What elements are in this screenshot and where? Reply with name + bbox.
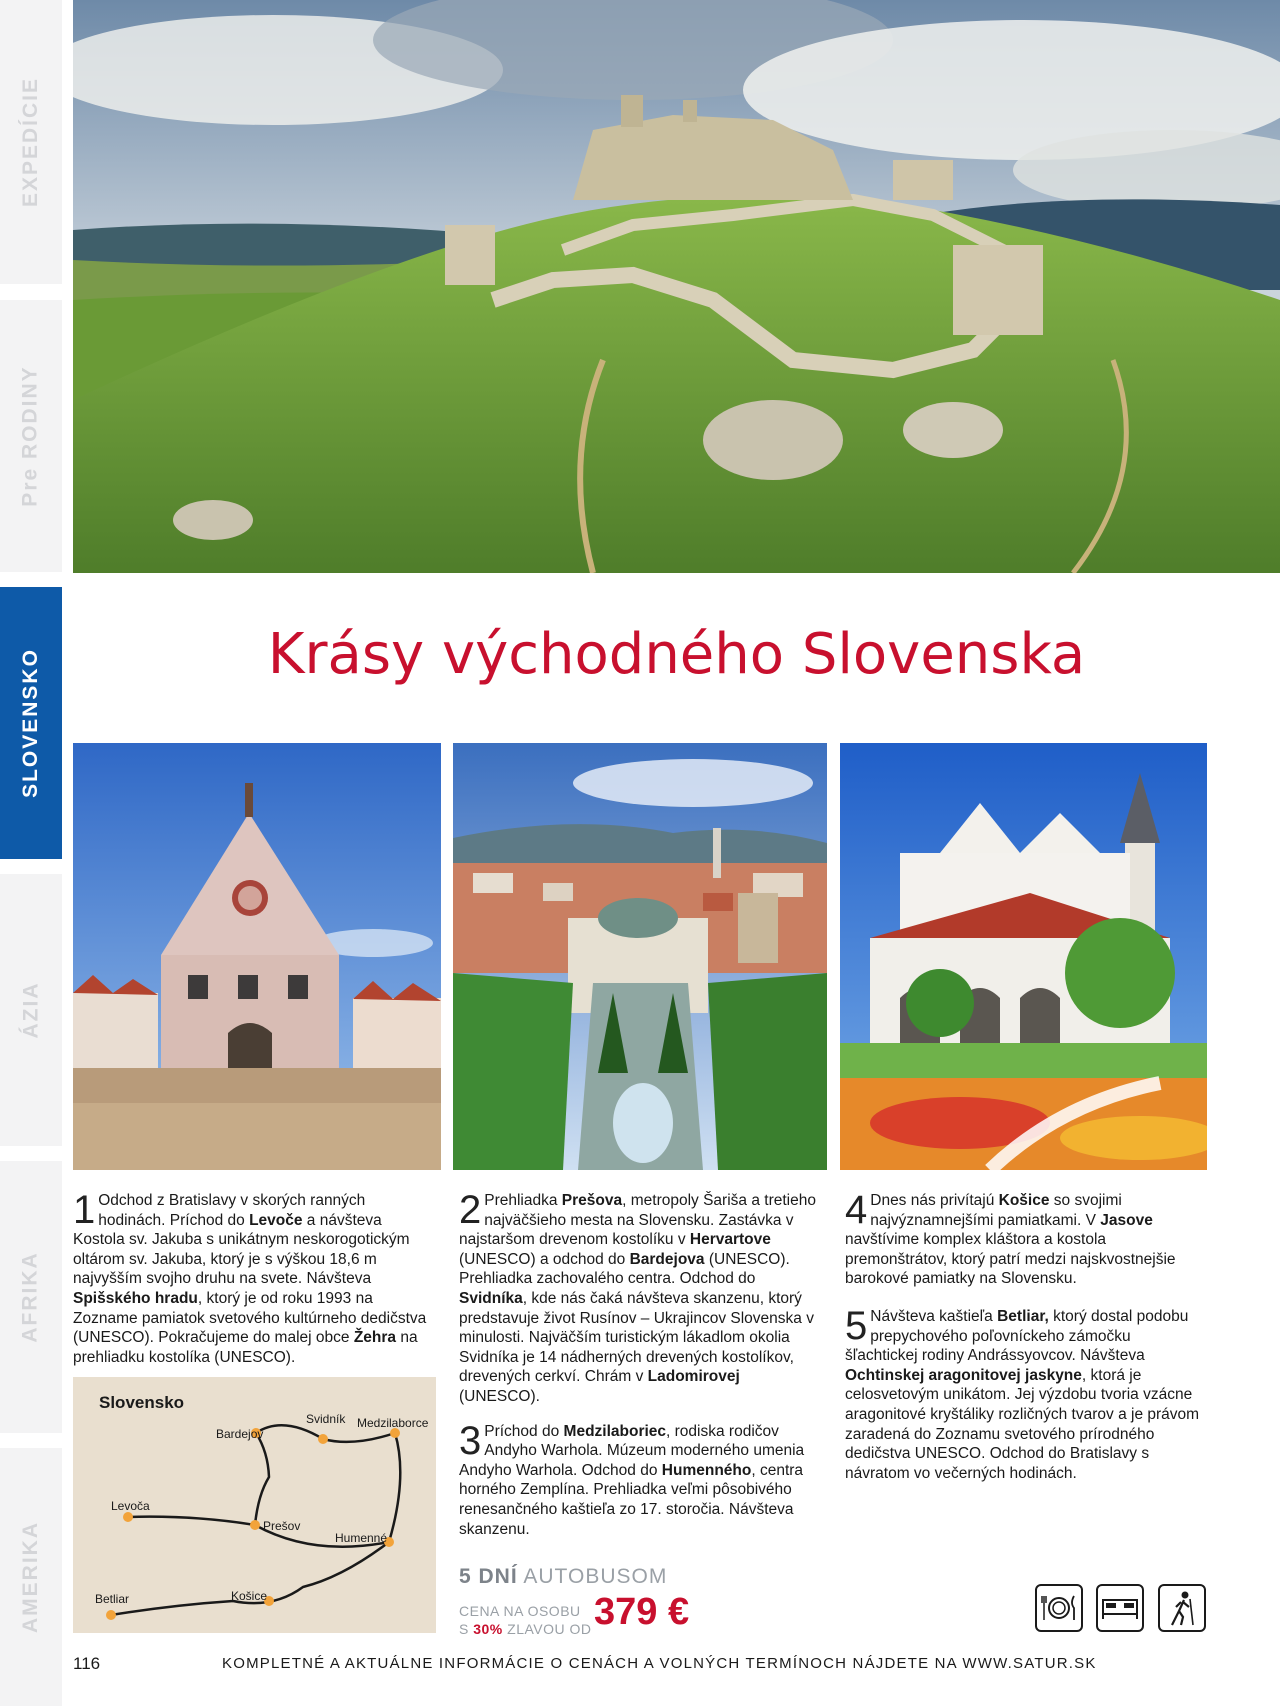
tab-label: EXPEDÍCIE <box>19 76 43 208</box>
place-name: Levoče <box>249 1211 303 1229</box>
map-label-levoca: Levoča <box>111 1499 150 1513</box>
itinerary-days-4-5 <box>845 1188 1207 1501</box>
price-prefix: S <box>459 1621 469 1637</box>
text-segment: Prehliadka <box>484 1192 562 1209</box>
price-suffix: ZLAVOU OD <box>507 1621 592 1637</box>
map-label-kosice: Košice <box>231 1589 268 1603</box>
text-segment: , metropoly Šariša a tretieho najväčšieho mesta na Slovensku. Zastávka v najstaršom drevenom kostolíku v <box>459 1192 816 1249</box>
place-name: Prešova <box>561 1192 623 1209</box>
map-label-bardejov: Bardejov <box>216 1427 264 1441</box>
text-segment: (UNESCO). Prehliadka zachovalého centra. Odchod do <box>459 1250 790 1288</box>
tab-slovensko[interactable] <box>0 587 62 859</box>
place-name: Jasove <box>1100 1211 1153 1229</box>
tour-price: 379 € <box>594 1591 690 1633</box>
map-label-svidnik: Svidník <box>306 1412 346 1426</box>
day-number: 3 <box>459 1418 482 1463</box>
day-number: 1 <box>73 1188 96 1232</box>
place-name: Spišského hradu <box>73 1289 198 1307</box>
footer-info: KOMPLETNÉ A AKTUÁLNE INFORMÁCIE O CENÁCH A VOLNÝCH TERMÍNOCH NÁJDETE NA WWW.SATUR.SK <box>222 1655 1097 1672</box>
map-label-medzilaborce: Medzilaborce <box>357 1416 429 1430</box>
text-segment: Odchod z Bratislavy v skorých ranných hodinách. Príchod do <box>98 1192 366 1229</box>
text-segment: Dnes nás privítajú <box>870 1192 999 1209</box>
duration-transport: AUTOBUSOM <box>523 1565 668 1588</box>
tab-label: Pre RODINY <box>19 365 42 507</box>
place-name: Ladomirovej <box>647 1368 740 1386</box>
text-segment: , centra horného Zemplína. Prehliadka veľmi pôsobivého renesančného kaštieľa zo 17. storočia. Návšteva skanzenu. <box>459 1461 804 1538</box>
photo-levoca-town-hall <box>840 743 1207 1170</box>
day-4-text <box>845 1188 1207 1289</box>
map-label-presov: Prešov <box>263 1519 301 1533</box>
place-name: Bardejova <box>629 1250 705 1268</box>
map-dot-betliar <box>106 1610 116 1620</box>
tab-amerika[interactable] <box>0 1448 62 1706</box>
meals-icon <box>1035 1584 1083 1632</box>
day-3-text <box>459 1418 819 1540</box>
text-segment: (UNESCO). <box>459 1387 540 1405</box>
text-segment: so svojimi najvýznamnejšími pamiatkami. V <box>870 1192 1122 1229</box>
text-segment: , kde nás čaká návšteva skanzenu, ktorý predstavuje život Rusínov – Ukrajincov Slovenska v minulosti. Najväčším turistickým lákadlom okolia Svidníka je 14 nádherných drevených kostolíkov, drevených cerkví. Chrám v <box>459 1289 814 1386</box>
day-2-text <box>459 1188 819 1407</box>
tab-label: SLOVENSKO <box>19 648 43 798</box>
text-segment: Návšteva kaštieľa <box>870 1307 998 1325</box>
hiking-icon <box>1158 1584 1206 1632</box>
place-name: Ochtinskej aragonitovej jaskyne <box>845 1366 1082 1384</box>
tab-afrika[interactable] <box>0 1161 62 1433</box>
map-dot-svidnik <box>318 1434 328 1444</box>
day-5-text <box>845 1303 1207 1483</box>
map-label-humenne: Humenné <box>335 1531 388 1545</box>
page-title: Krásy východného Slovenska <box>267 622 1086 687</box>
text-segment: , ktorý je od roku 1993 na Zozname pamiatok svetového kultúrneho dedičstva (UNESCO). Pokračujeme do malej obce <box>73 1289 427 1347</box>
hero-photo-spis-castle <box>73 0 1280 573</box>
duration-days: 5 DNÍ <box>459 1565 518 1588</box>
day-number: 4 <box>845 1188 868 1232</box>
text-segment: , rodiska rodičov Andyho Warhola. Múzeum moderného umenia Andyho Warhola. Odchod do <box>459 1422 805 1479</box>
text-segment: navštívime komplex kláštora a kostola premonštrátov, ktorý patrí medzi najskvostnejšie barokové pamiatky na Slovensku. <box>845 1231 1176 1288</box>
page-number: 116 <box>73 1654 101 1673</box>
place-name: Žehra <box>353 1329 397 1347</box>
tour-duration <box>459 1565 667 1589</box>
side-navigation <box>0 0 62 1706</box>
place-name: Humenného <box>661 1461 752 1479</box>
tab-label: AMERIKA <box>19 1521 42 1633</box>
place-name: Košice <box>998 1192 1050 1209</box>
tab-azia[interactable] <box>0 874 62 1146</box>
tab-label: AFRIKA <box>19 1251 43 1343</box>
itinerary-days-2-3 <box>459 1188 819 1557</box>
map-label-betliar: Betliar <box>95 1592 130 1606</box>
place-name: Svidníka <box>459 1289 523 1307</box>
discount-badge: 30% <box>473 1621 503 1637</box>
day-1-text <box>73 1188 436 1367</box>
bed-icon <box>1096 1584 1144 1632</box>
price-label-line1: CENA NA OSOBU <box>459 1603 581 1619</box>
map-dot-levoca <box>123 1512 133 1522</box>
text-segment: ktorý dostal podobu prepychového poľovníckeho zámočku šľachtickej rodiny Andrássyovcov. Návšteva <box>845 1307 1189 1365</box>
text-segment: , ktorá je celosvetovým unikátom. Jej výzdobu tvoria vzácne aragonitové kryštáliky rozličných tvarov a je právom zaradená do Zoznamu svetového prírodného dedičstva UNESCO. Odchod do Bratislavy s návratom vo večerných hodinách. <box>845 1366 1200 1482</box>
day-number: 2 <box>459 1188 482 1232</box>
place-name: Betliar, <box>997 1307 1049 1325</box>
place-name: Medzilaboriec <box>563 1422 667 1440</box>
tab-label: ÁZIA <box>19 981 42 1039</box>
place-name: Hervartove <box>689 1231 771 1249</box>
tour-offer <box>459 1565 1019 1645</box>
photo-kosice-aerial <box>453 743 827 1170</box>
text-segment: Príchod do <box>484 1422 564 1440</box>
tab-pre-rodiny[interactable] <box>0 300 62 572</box>
route-map <box>73 1377 436 1633</box>
map-dot-presov <box>250 1520 260 1530</box>
text-segment: a návšteva Kostola sv. Jakuba s unikátnym neskorogotickým oltárom sv. Jakuba, ktorý je s výškou 18,6 m najvyšším svojho druhu na svete. Návšteva <box>73 1211 410 1288</box>
map-title: Slovensko <box>99 1393 185 1412</box>
price-label-line2 <box>459 1621 592 1637</box>
tab-expedicie[interactable] <box>0 0 62 284</box>
itinerary-day-1 <box>73 1188 436 1385</box>
photo-bardejov-town-hall <box>73 743 441 1170</box>
text-segment: na prehliadku kostolíka (UNESCO). <box>73 1329 418 1366</box>
text-segment: (UNESCO) a odchod do <box>459 1250 630 1268</box>
day-number: 5 <box>845 1303 868 1348</box>
